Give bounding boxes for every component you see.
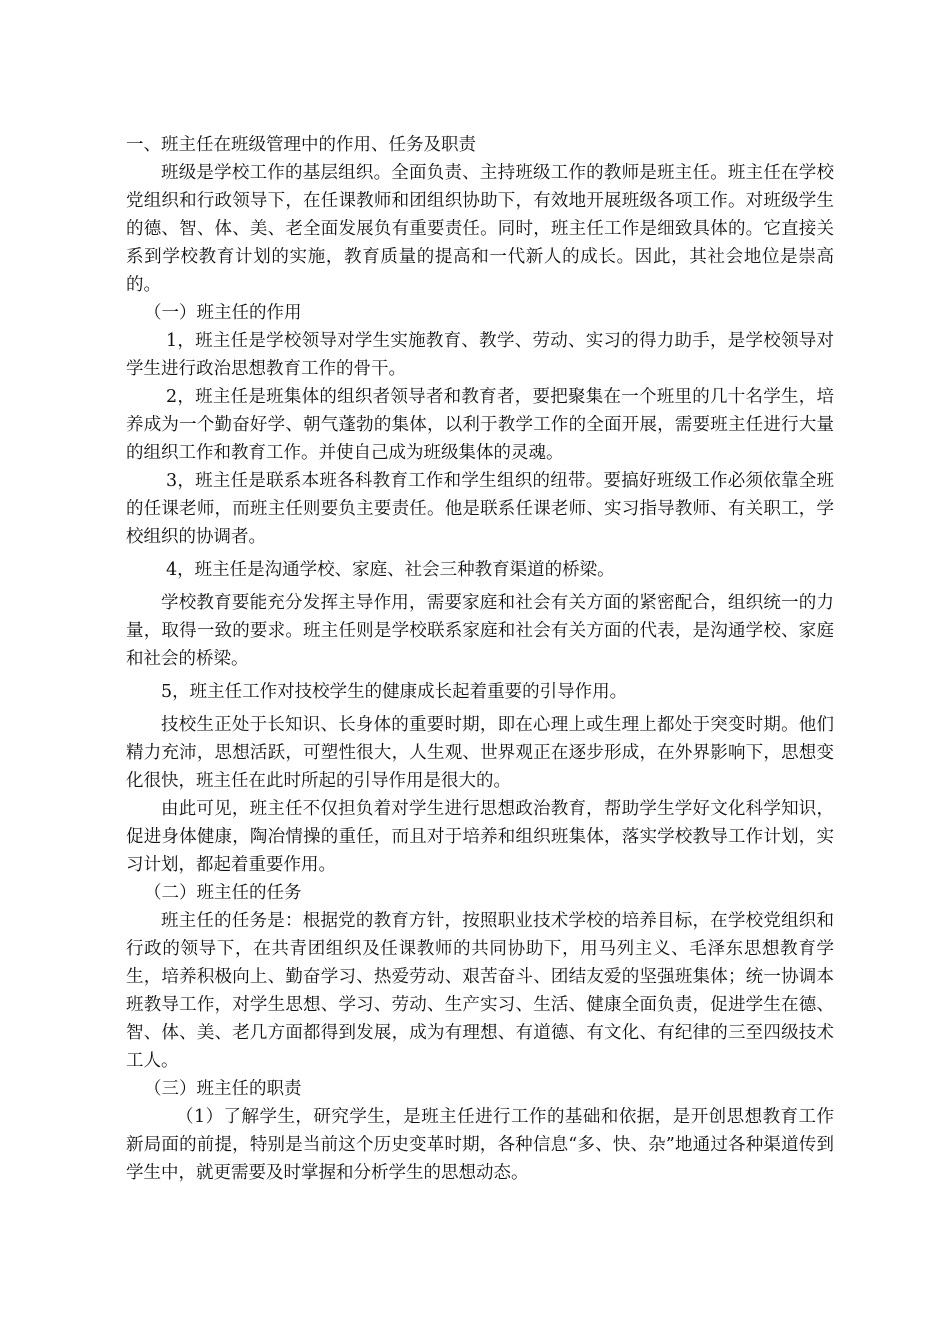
section-1-item-5-detail: 技校生正处于长知识、长身体的重要时期，即在心理上或生理上都处于突变时期。他们精力充沛，思想活跃，可塑性很大，人生观、世界观正在逐步形成，在外界影响下，思想变化很快，班主任在此时所起的引导作用是很大的。 — [126, 715, 834, 791]
section-1-item-3: 3，班主任是联系本班各科教育工作和学生组织的纽带。要搞好班级工作必须依靠全班的任课老师，而班主任则要负主要责任。他是联系任课老师、实习指导教师、有关职工，学校组织的协调者。 — [126, 471, 834, 547]
section-1-item-4: 4，班主任是沟通学校、家庭、社会三种教育渠道的桥梁。 — [166, 560, 615, 580]
section-1-heading: （一）班主任的作用 — [144, 303, 302, 323]
section-2-body: 班主任的任务是：根据党的教育方针，按照职业技术学校的培养目标，在学校党组织和行政的领导下，在共青团组织及任课教师的共同协助下，用马列主义、毛泽东思想教育学生，培养积极向上、勤奋学习、热爱劳动、艰苦奋斗、团结友爱的坚强班集体；统一协调本班教导工作，对学生思想、学习、劳动、生产实习、生活、健康全面负责，促进学生在德、智、体、美、老几方面都得到发展，成为有理想、有道德、有文化、有纪律的三至四级技术工人。 — [126, 911, 834, 1071]
section-2-heading: （二）班主任的任务 — [144, 883, 302, 903]
intro-paragraph: 班级是学校工作的基层组织。全面负责、主持班级工作的教师是班主任。班主任在学校党组织和行政领导下，在任课教师和团组织协助下，有效地开展班级各项工作。对班级学生的德、智、体、美、老全面发展负有重要责任。同时，班主任工作是细致具体的。它直接关系到学校教育计划的实施，教育质量的提高和一代新人的成长。因此，其社会地位是崇高的。 — [126, 163, 834, 295]
section-1-item-2: 2，班主任是班集体的组织者领导者和教育者，要把聚集在一个班里的几十名学生，培养成为一个勤奋好学、朝气蓬勃的集体，以利于教学工作的全面开展，需要班主任进行大量的组织工作和教育工作。并使自己成为班级集体的灵魂。 — [126, 387, 834, 463]
section-3-item-1: （1）了解学生，研究学生，是班主任进行工作的基础和依据，是开创思想教育工作新局面的前提，特别是当前这个历史变革时期，各种信息“多、快、杂”地通过各种渠道传到学生中，就更需要及时掌握和分析学生的思想动态。 — [126, 1107, 834, 1183]
section-3-heading: （三）班主任的职责 — [144, 1079, 302, 1099]
section-1-item-4-detail: 学校教育要能充分发挥主导作用，需要家庭和社会有关方面的紧密配合，组织统一的力量，取得一致的要求。班主任则是学校联系家庭和社会有关方面的代表，是沟通学校、家庭和社会的桥梁。 — [126, 593, 834, 669]
section-1-item-5: 5，班主任工作对技校学生的健康成长起着重要的引导作用。 — [161, 682, 628, 702]
document-body — [126, 131, 834, 1187]
document-title: 一、班主任在班级管理中的作用、任务及职责 — [126, 135, 476, 155]
section-1-conclusion: 由此可见，班主任不仅担负着对学生进行思想政治教育，帮助学生学好文化科学知识，促进身体健康，陶冶情操的重任，而且对于培养和组织班集体，落实学校教导工作计划，实习计划，都起着重要作用。 — [126, 799, 834, 875]
section-1-item-1: 1，班主任是学校领导对学生实施教育、教学、劳动、实习的得力助手，是学校领导对学生进行政治思想教育工作的骨干。 — [126, 331, 834, 379]
